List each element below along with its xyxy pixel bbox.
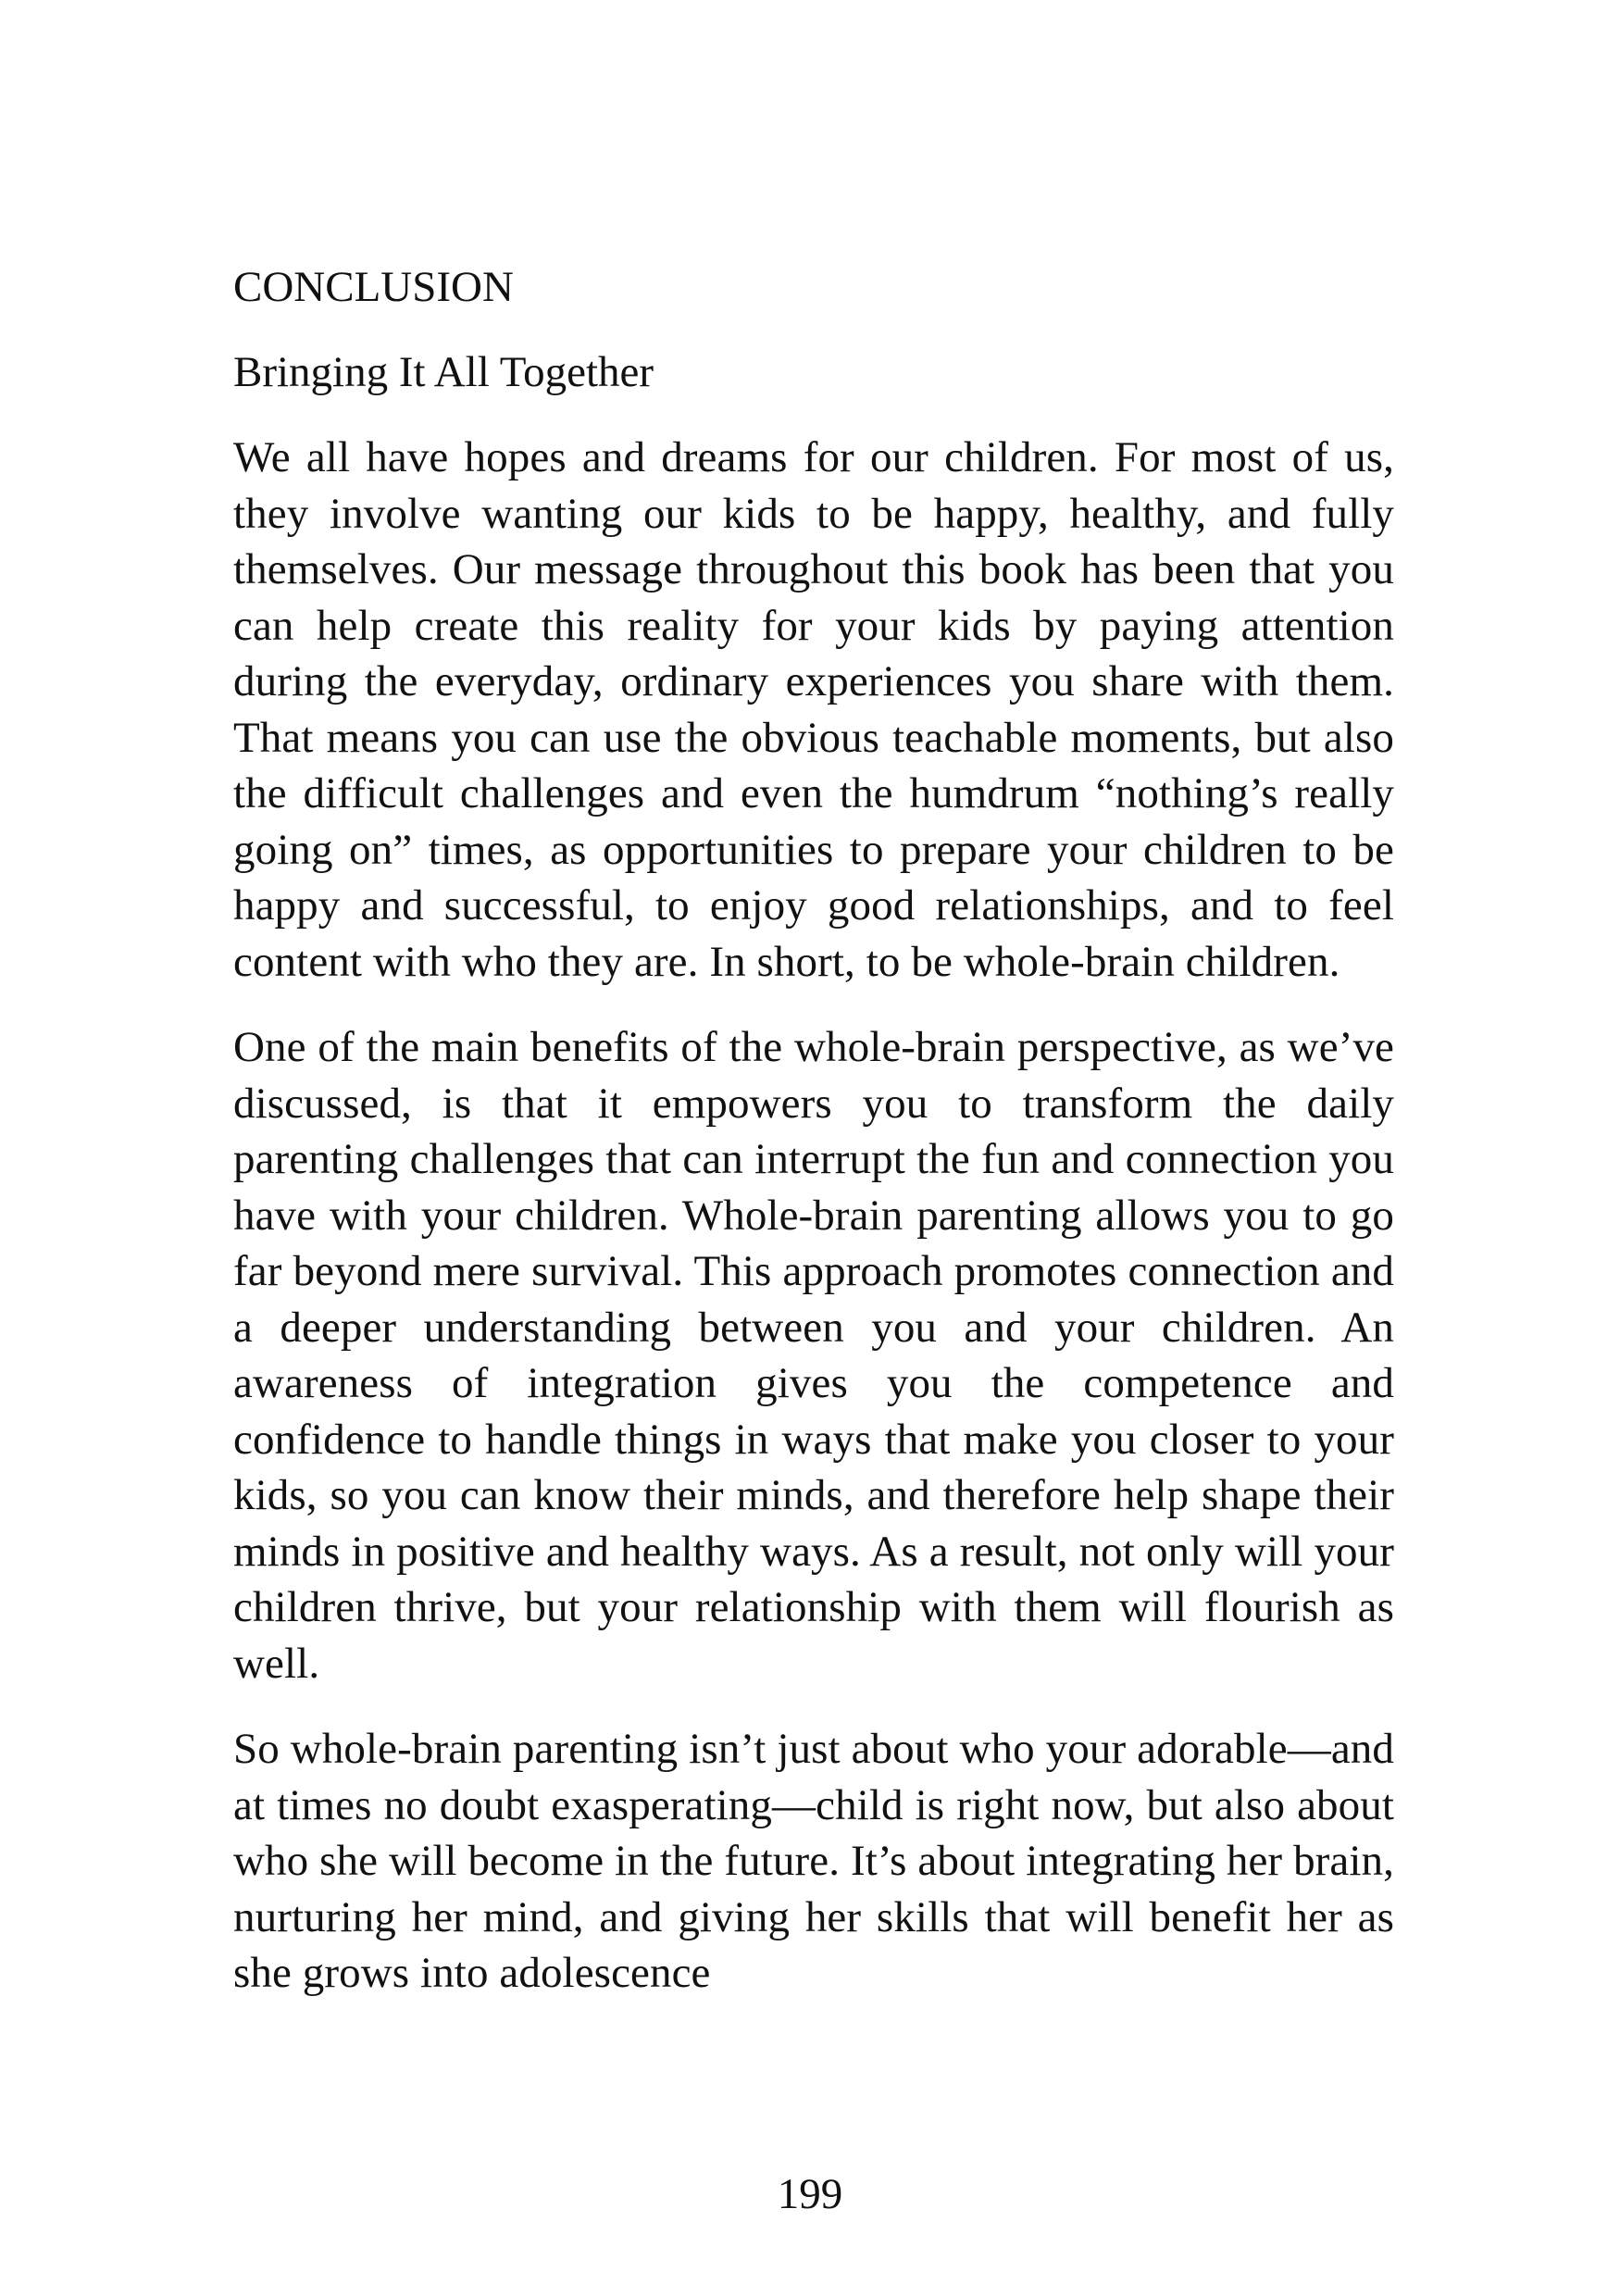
chapter-subtitle: Bringing It All Together [233,348,654,396]
body-paragraph-2: One of the main benefits of the whole-brain perspective, as we’ve discussed, is that it empowers you to transform the daily parenting challenges that can interrupt the fun and connection you have with your children. Whole-brain parenting allows you to go far beyond mere survival. This approach promotes connection and a deeper understanding between you and your children. An awareness of integration gives you the competence and confidence to handle things in ways that make you closer to your kids, so you can know their minds, and therefore help shape their minds in positive and healthy ways. As a result, not only will your children thrive, but your relationship with them will flourish as well. [233,1023,1394,1688]
body-paragraph-3: So whole-brain parenting isn’t just about who your adorable—and at times no doubt exasperating—child is right now, but also about who she will become in the future. It’s about integrating her brain, nurturing her mind, and giving her skills that will benefit her as she grows into adolescence [233,1725,1394,1997]
page-text-block [233,259,1394,2031]
chapter-label: CONCLUSION [233,263,514,311]
body-paragraph-1: We all have hopes and dreams for our children. For most of us, they involve wanting our kids to be happy, healthy, and fully themselves. Our message throughout this book has been that you can help create this reality for your kids by paying attention during the everyday, ordinary experiences you share with them. That means you can use the obvious teachable moments, but also the difficult challenges and even the humdrum “nothing’s really going on” times, as opportunities to prepare your children to be happy and successful, to enjoy good relationships, and to feel content with who they are. In short, to be whole-brain children. [233,433,1394,986]
page-number: 199 [777,2170,843,2218]
